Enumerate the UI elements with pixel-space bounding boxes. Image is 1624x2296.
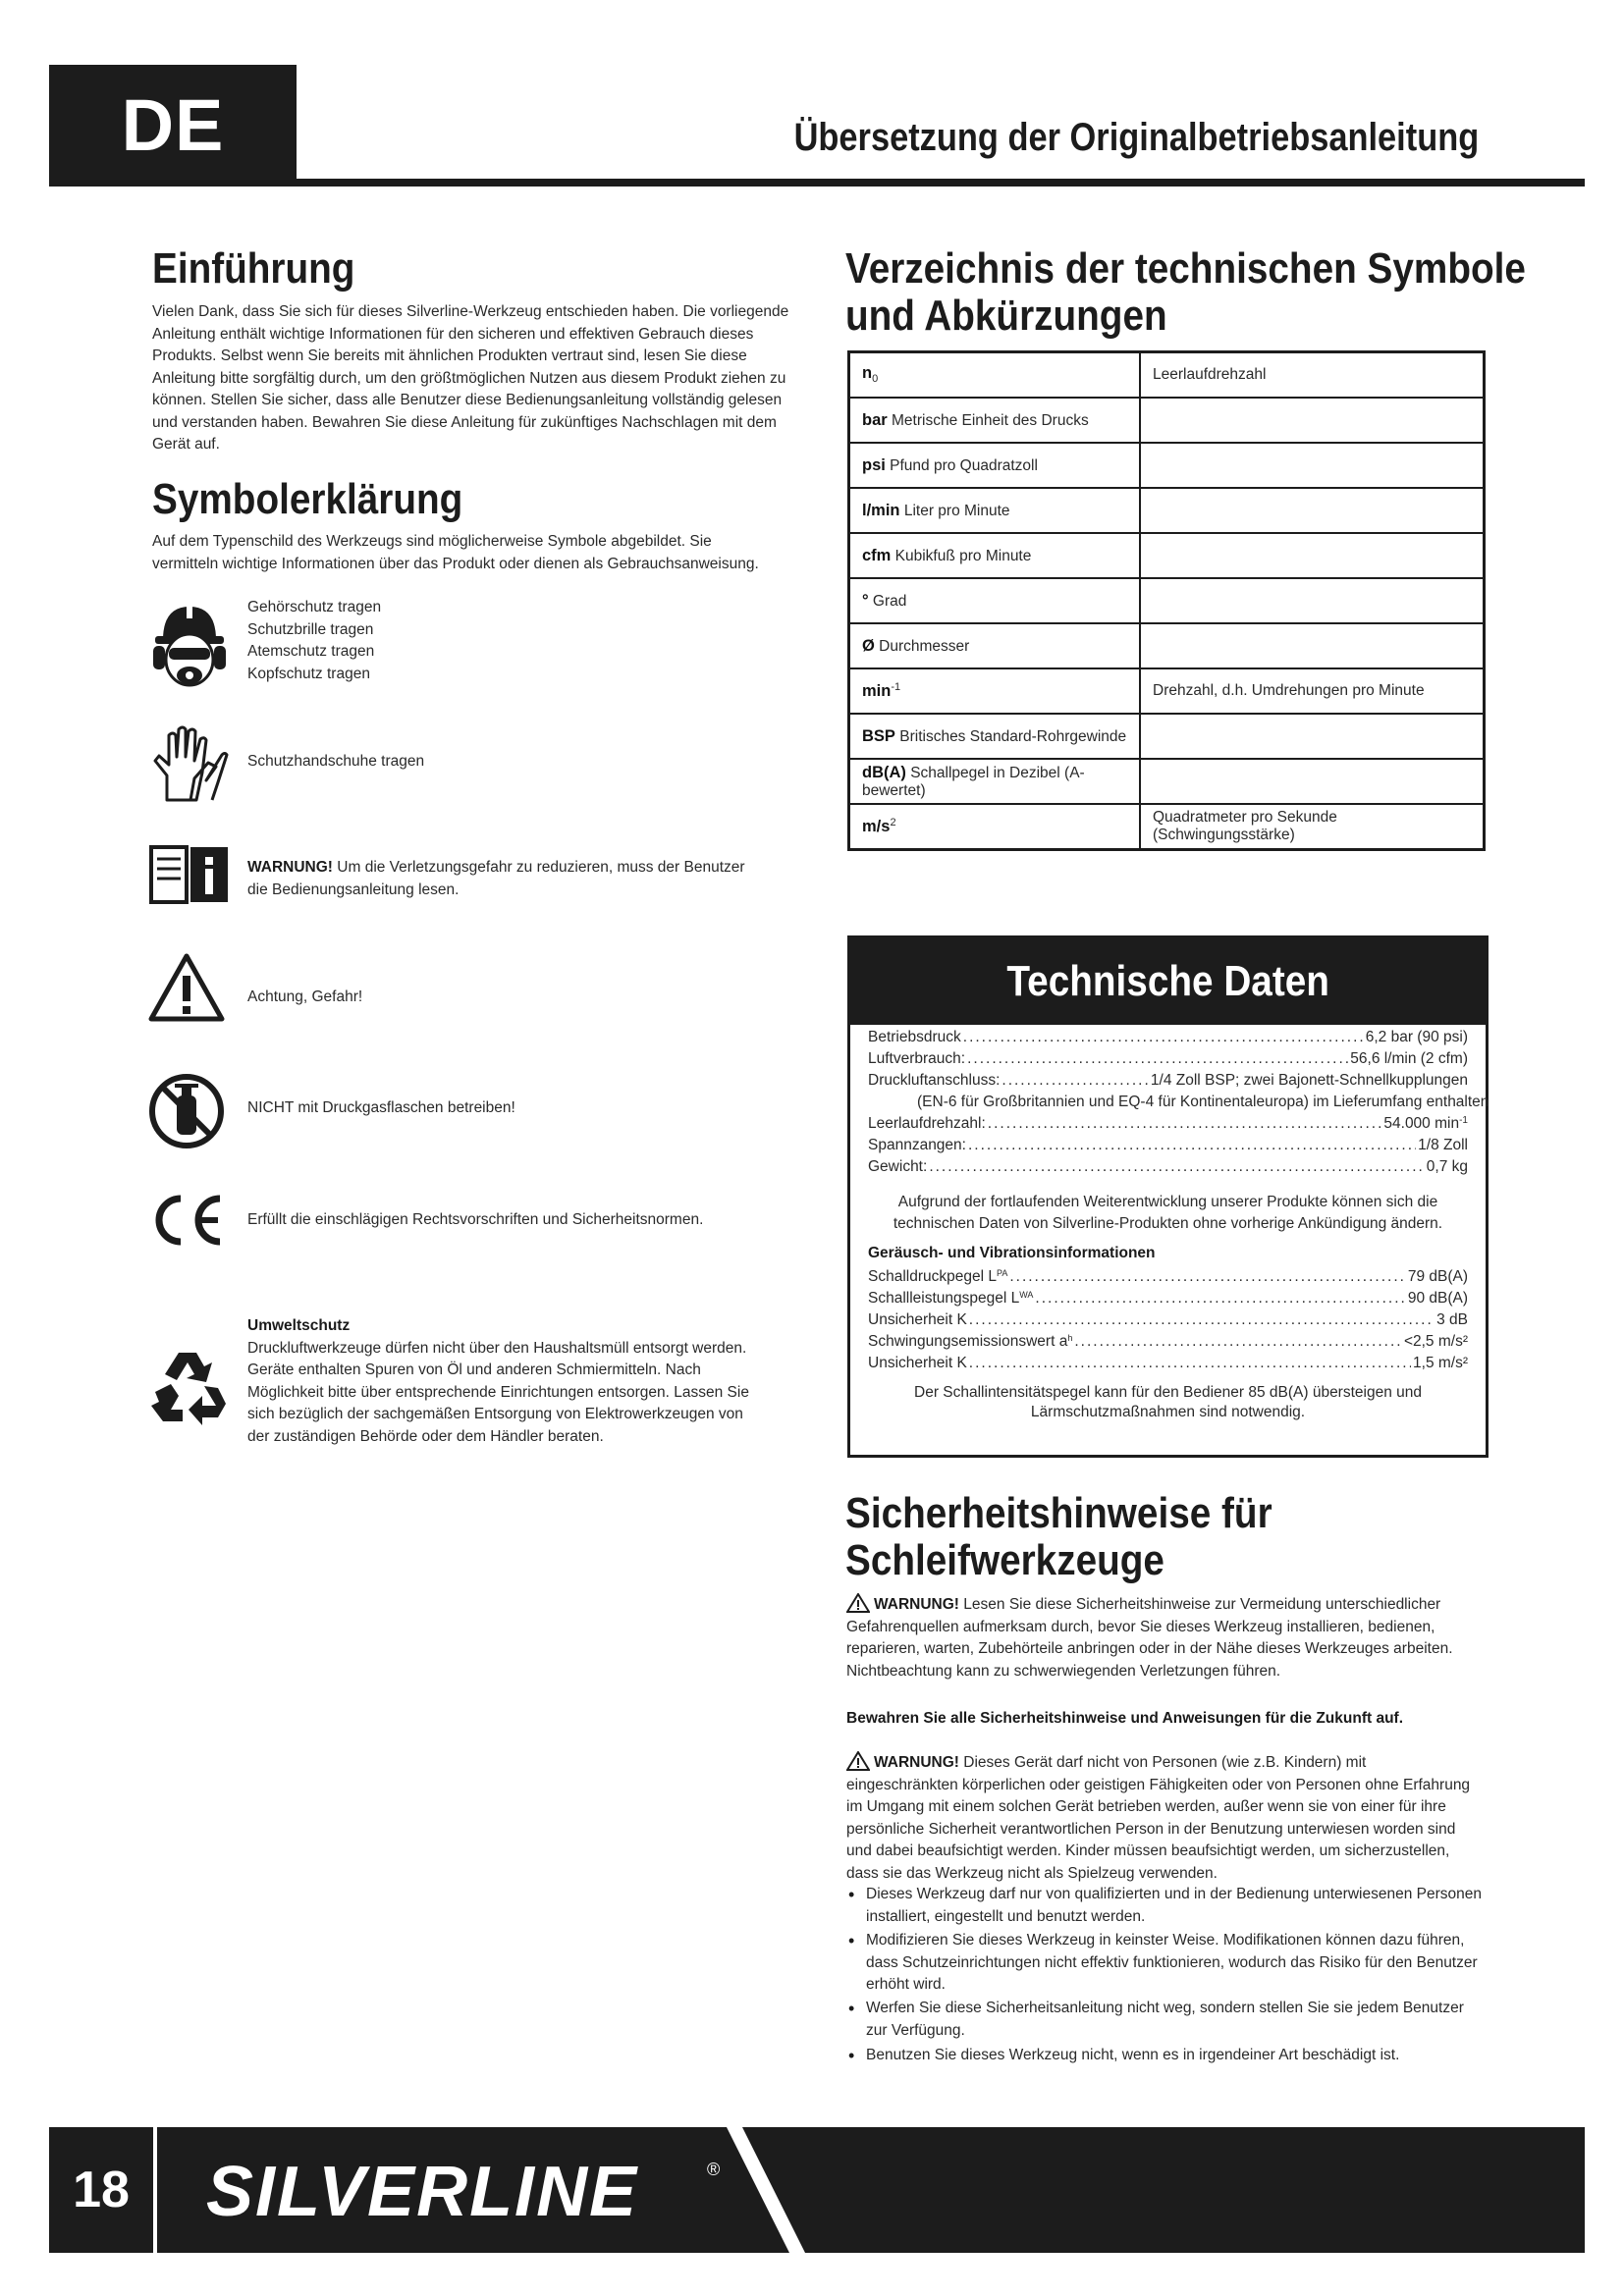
safety-bullet: • Modifizieren Sie dieses Werkzeug in keinster Weise. Modifikationen können dazu führen, dass Schutzeinrichtungen nicht effektiv funktionieren, wodurch das Risiko für den Benutzer erhöht wird. <box>846 1930 1485 1997</box>
safety-bullet: • Benutzen Sie dieses Werkzeug nicht, wenn es in irgendeiner Art beschädigt ist. <box>846 2045 1485 2067</box>
abbreviation-symbol-cell <box>849 578 1141 623</box>
ce-mark-icon <box>147 1193 226 1248</box>
safety-warning-1-label: WARNUNG! <box>874 1596 959 1613</box>
tech-data-row <box>868 1115 1468 1137</box>
abbreviation-description: Durchmesser <box>879 637 970 655</box>
abbreviation-row <box>849 398 1485 443</box>
tech-data-row <box>868 1333 1468 1355</box>
tech-data-value: 54.000 min <box>1383 1115 1460 1132</box>
ppe-line-hearing: Gehörschutz tragen <box>247 599 382 615</box>
symbols-heading: Symbolerklärung <box>152 475 463 523</box>
manual-warning-label: WARNUNG! <box>247 859 333 876</box>
safety-keep-instructions: Bewahren Sie alle Sicherheitshinweise und Anweisungen für die Zukunft auf. <box>846 1710 1403 1727</box>
leader-dots <box>988 1115 1382 1137</box>
tech-data-value: 1,5 m/s² <box>1413 1355 1468 1371</box>
abbreviation-meaning-cell: Drehzahl, d.h. Umdrehungen pro Minute <box>1140 668 1485 714</box>
ppe-line-eyes: Schutzbrille tragen <box>247 620 374 638</box>
environment-body: Druckluftwerkzeuge dürfen nicht über den Haushaltsmüll entsorgt werden. Geräte enthalten Spuren von Öl und anderen Schmiermitteln. Nach Möglichkeit bitte über entsprechende Einrichtungen entsorgen. Lassen Sie sich bezüglich der sachgemäßen Entsorgung von Elektrowerkzeugen von der zuständigen Behörde oder dem Händler beraten. <box>247 1339 749 1445</box>
tech-data-label: Druckluftanschluss: <box>868 1072 1001 1089</box>
abbreviation-row <box>849 804 1485 850</box>
ppe-head-icon <box>149 601 230 689</box>
tech-data-label: Schwingungsemissionswert a <box>868 1333 1068 1350</box>
safety-heading <box>845 1490 1272 1584</box>
leader-dots <box>1009 1268 1406 1290</box>
intro-heading: Einführung <box>152 244 355 293</box>
leader-dots <box>969 1311 1435 1333</box>
manual-warning-body: Um die Verletzungsgefahr zu reduzieren, muss der Benutzer die Bedienungsanleitung lesen. <box>247 859 745 898</box>
abbreviation-meaning-cell <box>1140 533 1485 578</box>
safety-warning-1-body: Lesen Sie diese Sicherheitshinweise zur Vermeidung unterschiedlicher Gefahrenquellen aufmerksam durch, bevor Sie dieses Werkzeug installieren, bedienen, reparieren, warten, Zubehörteile anbringen oder in der Nähe dieses Werkzeuges arbeiten. Nichtbeachtung kann zu schwerwiegenden Verletzungen führen. <box>846 1596 1453 1680</box>
ppe-line-breathing: Atemschutz tragen <box>247 643 375 660</box>
safety-heading-line2: Schleifwerkzeuge <box>845 1536 1164 1584</box>
abbreviation-meaning-cell <box>1140 623 1485 668</box>
tech-data-row <box>868 1029 1468 1050</box>
tech-data-value: <2,5 m/s² <box>1403 1333 1468 1350</box>
header-rule <box>49 179 1585 187</box>
abbreviation-row <box>849 759 1485 804</box>
tech-data-label: Gewicht: <box>868 1158 928 1175</box>
technical-data-heading-text: Technische Daten <box>1006 957 1329 1005</box>
tech-data-value-superscript: -1 <box>1459 1115 1468 1126</box>
tech-data-row <box>868 1050 1468 1072</box>
gloves-icon <box>147 721 232 806</box>
noise-note-line1: Der Schallintensitätspegel kann für den Bediener 85 dB(A) übersteigen und <box>914 1384 1422 1401</box>
abbreviation-symbol: BSP <box>862 726 895 745</box>
abbreviation-row <box>849 714 1485 759</box>
danger-text: Achtung, Gefahr! <box>247 988 363 1005</box>
read-manual-icon <box>147 839 232 908</box>
registered-mark: ® <box>707 2160 721 2179</box>
tech-data-label: Spannzangen: <box>868 1137 966 1153</box>
safety-warning-2 <box>846 1751 1475 1885</box>
abbreviation-meaning-cell <box>1140 488 1485 533</box>
tech-data-label: Unsicherheit K <box>868 1311 967 1328</box>
abbreviation-symbol: n <box>862 364 873 383</box>
abbreviation-symbol-cell <box>849 804 1141 850</box>
abbreviation-symbol-cell <box>849 488 1141 533</box>
abbreviation-symbol-cell <box>849 352 1141 399</box>
abbreviation-description: Pfund pro Quadratzoll <box>890 456 1038 474</box>
technical-data-box <box>847 935 1489 1458</box>
spec-change-notice-line1: Aufgrund der fortlaufenden Weiterentwicklung unserer Produkte können sich die <box>897 1194 1438 1210</box>
abbreviation-description: Britisches Standard-Rohrgewinde <box>899 727 1127 745</box>
tech-data-value: 90 dB(A) <box>1407 1290 1468 1307</box>
symbols-intro: Auf dem Typenschild des Werkzeugs sind möglicherweise Symbole abgebildet. Sie vermitteln wichtige Informationen über das Produkt oder dienen als Gebrauchsanweisung. <box>152 533 759 572</box>
gloves-text: Schutzhandschuhe tragen <box>247 753 425 770</box>
abbreviation-row <box>849 578 1485 623</box>
tech-data-label: Schallleistungspegel L <box>868 1290 1020 1307</box>
tech-data-value: 1/8 Zoll <box>1418 1137 1468 1153</box>
abbreviation-symbol-cell <box>849 398 1141 443</box>
abbreviation-symbol-cell <box>849 668 1141 714</box>
abbreviation-description: Schallpegel in Dezibel (A-bewertet) <box>862 764 1085 799</box>
abbreviation-symbol: cfm <box>862 546 892 564</box>
leader-dots <box>968 1137 1416 1158</box>
noise-note-line2: Lärmschutzmaßnahmen sind notwendig. <box>1030 1404 1306 1420</box>
warning-triangle-small-icon <box>846 1593 870 1613</box>
ce-text: Erfüllt die einschlägigen Rechtsvorschriften und Sicherheitsnormen. <box>247 1211 704 1228</box>
abbreviation-symbol-cell <box>849 443 1141 488</box>
footer-divider <box>153 2127 157 2253</box>
technical-data-heading <box>850 938 1486 1025</box>
abbreviation-superscript: 2 <box>890 816 896 828</box>
tech-data-value: 3 dB <box>1436 1311 1468 1328</box>
language-code: DE <box>121 83 225 166</box>
abbreviation-meaning-cell: Leerlaufdrehzahl <box>1140 352 1485 399</box>
leader-dots <box>1035 1290 1405 1311</box>
ppe-line-head: Kopfschutz tragen <box>247 665 370 682</box>
tech-data-row <box>868 1072 1468 1094</box>
tech-data-row <box>868 1355 1468 1376</box>
abbreviations-heading <box>845 245 1526 340</box>
abbreviation-symbol: m/s <box>862 818 891 836</box>
no-gas-cylinder-icon <box>147 1072 226 1150</box>
abbreviations-table <box>847 350 1486 851</box>
abbreviation-symbol-cell <box>849 533 1141 578</box>
safety-warning-2-label: WARNUNG! <box>874 1754 959 1771</box>
leader-dots <box>969 1355 1411 1376</box>
tech-data-label: Luftverbrauch: <box>868 1050 966 1067</box>
abbreviation-symbol: psi <box>862 455 886 474</box>
manual-warning-text <box>247 857 748 901</box>
environment-title: Umweltschutz <box>247 1317 351 1334</box>
abbreviation-row <box>849 533 1485 578</box>
abbreviation-row <box>849 488 1485 533</box>
abbreviation-description: Grad <box>872 592 907 610</box>
connector-note: (EN-6 für Großbritannien und EQ-4 für Kontinentaleuropa) im Lieferumfang enthalten <box>917 1094 1489 1110</box>
abbreviation-description: Liter pro Minute <box>903 502 1010 519</box>
warning-triangle-small-icon <box>846 1751 870 1771</box>
tech-data-label: Betriebsdruck <box>868 1029 961 1045</box>
tech-data-row <box>868 1311 1468 1333</box>
tech-data-row <box>868 1158 1468 1180</box>
tech-data-label-subscript: WA <box>1019 1290 1034 1300</box>
abbreviation-row <box>849 443 1485 488</box>
tech-data-row <box>868 1290 1468 1311</box>
abbreviation-symbol-cell <box>849 714 1141 759</box>
tech-data-label-subscript: h <box>1067 1333 1073 1343</box>
safety-bullet: • Dieses Werkzeug darf nur von qualifizierten und in der Bedienung unterwiesenen Personen installiert, eingestellt und benutzt werden. <box>846 1884 1485 1928</box>
leader-dots <box>1074 1333 1402 1355</box>
safety-warning-2-body: Dieses Gerät darf nicht von Personen (wie z.B. Kindern) mit eingeschränkten körperlichen oder geistigen Fähigkeiten oder von Personen ohne Erfahrung im Umgang mit einem solchen Gerät betrieben werden, außer wenn sie von einer für ihre persönliche Sicherheit verantwortlichen Person in der Benutzung unterwiesen worden sind und dabei beaufsichtigt werden. Kinder müssen beaufsichtigt werden, um sicherzustellen, dass sie das Werkzeug nicht als Spielzeug verwenden. <box>846 1754 1471 1882</box>
abbreviation-meaning-cell <box>1140 443 1485 488</box>
abbreviation-meaning-cell <box>1140 398 1485 443</box>
safety-bullet: • Werfen Sie diese Sicherheitsanleitung nicht weg, sondern stellen Sie sie jedem Benutzer zur Verfügung. <box>846 1998 1485 2042</box>
abbreviation-symbol: l/min <box>862 501 900 519</box>
leader-dots <box>929 1158 1424 1180</box>
tech-data-row <box>868 1137 1468 1158</box>
abbreviations-heading-line1: Verzeichnis der technischen Symbole <box>845 244 1526 293</box>
abbreviation-meaning-cell <box>1140 578 1485 623</box>
abbreviation-symbol: dB(A) <box>862 763 906 781</box>
leader-dots <box>1001 1072 1149 1094</box>
tech-data-value: 6,2 bar (90 psi) <box>1365 1029 1468 1045</box>
abbreviation-row <box>849 668 1485 714</box>
abbreviation-description: Metrische Einheit des Drucks <box>892 411 1089 429</box>
tech-data-label: Unsicherheit K <box>868 1355 967 1371</box>
abbreviation-symbol: bar <box>862 410 888 429</box>
tech-data-value: 56,6 l/min (2 cfm) <box>1350 1050 1468 1067</box>
abbreviation-meaning-cell <box>1140 759 1485 804</box>
footer-swoosh <box>727 2127 844 2253</box>
abbreviation-meaning-cell: Quadratmeter pro Sekunde (Schwingungsstärke) <box>1140 804 1485 850</box>
warning-triangle-icon <box>147 952 226 1023</box>
abbreviation-description: Kubikfuß pro Minute <box>894 547 1032 564</box>
abbreviation-symbol: ° <box>862 591 869 610</box>
spec-change-notice-line2: technischen Daten von Silverline-Produkten ohne vorherige Ankündigung ändern. <box>893 1215 1443 1232</box>
abbreviation-symbol-cell <box>849 759 1141 804</box>
abbreviation-row <box>849 352 1485 399</box>
tech-data-value: 79 dB(A) <box>1407 1268 1468 1285</box>
brand-logo: SILVERLINE <box>206 2153 639 2231</box>
safety-heading-line1: Sicherheitshinweise für <box>845 1489 1272 1537</box>
abbreviation-row <box>849 623 1485 668</box>
page-number: 18 <box>73 2162 130 2218</box>
environment-text <box>247 1315 768 1448</box>
abbreviations-heading-line2: und Abkürzungen <box>845 292 1167 340</box>
tech-data-label: Leerlaufdrehzahl: <box>868 1115 986 1132</box>
abbreviation-superscript: -1 <box>891 680 901 693</box>
tech-data-value: 0,7 kg <box>1426 1158 1468 1175</box>
abbreviation-subscript: 0 <box>872 373 879 386</box>
tech-data-label-subscript: PA <box>996 1268 1008 1278</box>
leader-dots <box>967 1050 1348 1072</box>
abbreviation-symbol-cell <box>849 623 1141 668</box>
noise-vibration-title: Geräusch- und Vibrationsinformationen <box>868 1245 1156 1261</box>
abbreviation-meaning-cell <box>1140 714 1485 759</box>
abbreviation-symbol: min <box>862 682 892 701</box>
page-title: Übersetzung der Originalbetriebsanleitung <box>793 116 1479 159</box>
tech-data-label: Schalldruckpegel L <box>868 1268 997 1285</box>
no-gas-text: NICHT mit Druckgasflaschen betreiben! <box>247 1099 515 1116</box>
tech-data-value: 1/4 Zoll BSP; zwei Bajonett-Schnellkupplungen <box>1150 1072 1468 1089</box>
leader-dots <box>963 1029 1364 1050</box>
abbreviation-symbol: Ø <box>862 636 875 655</box>
recycle-icon <box>145 1345 230 1429</box>
intro-text: Vielen Dank, dass Sie sich für dieses Silverline-Werkzeug entschieden haben. Die vorliegende Anleitung enthält wichtige Informationen für den sicheren und effektiven Gebrauch dieses Produkts. Selbst wenn Sie bereits mit ähnlichen Produkten vertraut sind, lesen Sie diese Anleitung bitte sorgfältig durch, um den größtmöglichen Nutzen aus diesem Produkt ziehen zu können. Stellen Sie sicher, dass alle Benutzer diese Bedienungsanleitung vollständig gelesen und verstanden haben. Bewahren Sie diese Anleitung für zukünftiges Nachschlagen mit dem Gerät auf. <box>152 303 789 453</box>
tech-data-row <box>868 1268 1468 1290</box>
ppe-text <box>247 597 758 685</box>
safety-warning-1 <box>846 1593 1485 1682</box>
